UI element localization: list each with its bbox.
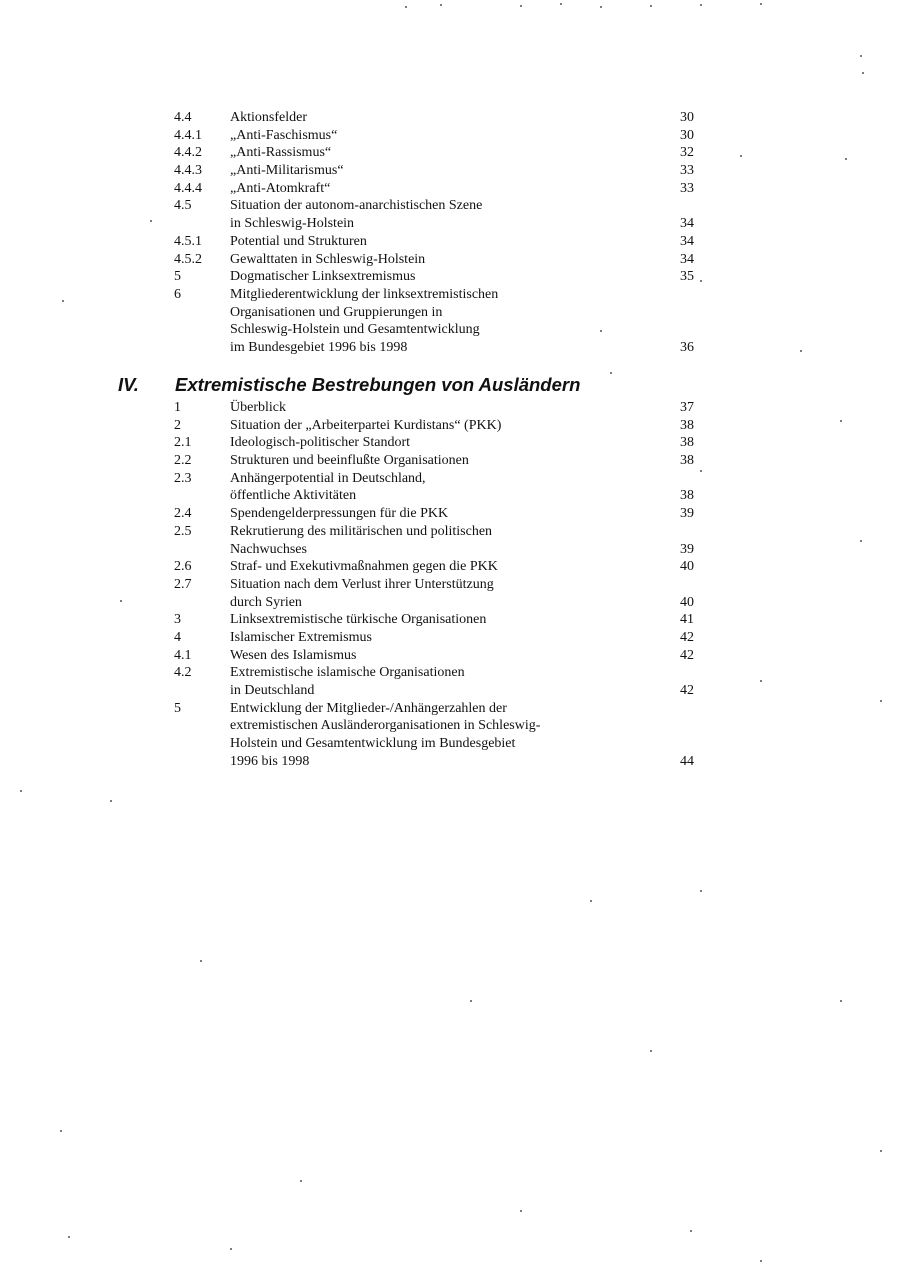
toc-entry (0, 700, 900, 771)
toc-entry (0, 434, 900, 452)
toc-entry (0, 109, 900, 127)
scan-speck (300, 1180, 302, 1182)
toc-entry-title (230, 664, 650, 699)
toc-entry-title-line: Situation nach dem Verlust ihrer Unterstützung (230, 576, 494, 592)
toc-entry (0, 558, 900, 576)
toc-entry-number: 2.3 (174, 470, 192, 486)
scan-speck (845, 158, 847, 160)
toc-entry-title (230, 629, 650, 647)
scan-speck (20, 790, 22, 792)
toc-entry-number: 4.2 (174, 665, 192, 681)
toc-entry-page: 32 (680, 145, 694, 161)
toc-entry-title-line: öffentliche Aktivitäten (230, 488, 357, 504)
toc-entry-number: 4.4 (174, 110, 192, 125)
toc-entry-title (230, 127, 650, 145)
toc-entry-page: 40 (680, 594, 694, 610)
toc-entry-number: 4.4.1 (174, 127, 202, 143)
toc-entry-number: 2.7 (174, 576, 192, 592)
toc-entry (0, 611, 900, 629)
toc-entry-title (230, 162, 650, 180)
toc-entry-title-line: im Bundesgebiet 1996 bis 1998 (230, 340, 408, 355)
toc-entry-title-line: Aktionsfelder (230, 110, 307, 125)
toc-entry-page: 30 (680, 127, 694, 143)
scan-speck (760, 1260, 762, 1262)
scan-speck (520, 5, 522, 7)
scan-speck (840, 420, 842, 422)
toc-entry (0, 180, 900, 198)
scan-speck (440, 4, 442, 6)
toc-entry (0, 417, 900, 435)
toc-entry-title (230, 417, 650, 435)
toc-entry-page: 39 (680, 541, 694, 557)
toc-entry (0, 268, 900, 286)
toc-entry-title (230, 251, 650, 269)
toc-entry-page: 34 (680, 216, 694, 232)
toc-entry-title-line: Wesen des Islamismus (230, 647, 357, 663)
toc-entry-title (230, 144, 650, 162)
toc-entry-title-line: durch Syrien (230, 594, 302, 610)
toc-entry-page: 42 (680, 647, 694, 663)
toc-entry (0, 647, 900, 665)
toc-entry-title (230, 197, 650, 232)
toc-entry-number: 4.5.1 (174, 233, 202, 249)
toc-entry-title (230, 700, 650, 771)
toc-entry-title (230, 523, 650, 558)
scan-speck (590, 900, 592, 902)
toc-entry-title-line: Linksextremistische türkische Organisationen (230, 612, 487, 628)
toc-entry-number: 4.4.4 (174, 180, 202, 196)
toc-entry (0, 629, 900, 647)
toc-entry-title-line: Dogmatischer Linksextremismus (230, 269, 416, 285)
toc-entry-page: 41 (680, 612, 694, 628)
scan-speck (690, 1230, 692, 1232)
toc-entry (0, 505, 900, 523)
scan-speck (110, 800, 112, 802)
toc-entry (0, 233, 900, 251)
toc-entry-number: 2.6 (174, 559, 192, 575)
toc-entry-title-line: Organisationen und Gruppierungen in (230, 304, 443, 320)
toc-entry-title-line: Nachwuchses (230, 541, 307, 557)
toc-entry-number: 2.5 (174, 523, 192, 539)
toc-entry-page: 38 (680, 488, 694, 504)
toc-entry-title-line: „Anti-Militarismus“ (230, 163, 344, 179)
scan-speck (560, 3, 562, 5)
scan-speck (650, 5, 652, 7)
toc-entry-title-line: extremistischen Ausländerorganisationen in Schleswig- (230, 718, 541, 734)
toc-entry-title (230, 576, 650, 611)
scan-speck (200, 960, 202, 962)
toc-entry-number: 1 (174, 400, 181, 415)
scan-speck (862, 72, 864, 74)
toc-entry-title-line: Spendengelderpressungen für die PKK (230, 506, 449, 522)
toc-entry (0, 197, 900, 232)
toc-entry-page: 35 (680, 269, 694, 285)
toc-entry-title-line: Entwicklung der Mitglieder-/Anhängerzahlen der (230, 700, 507, 716)
scan-speck (62, 300, 64, 302)
toc-entry-title-line: Überblick (230, 400, 286, 415)
toc-entry-number: 4.5 (174, 198, 192, 214)
toc-entry (0, 251, 900, 269)
toc-entry-title-line: Holstein und Gesamtentwicklung im Bundesgebiet (230, 736, 516, 752)
toc-entry-page: 33 (680, 180, 694, 196)
toc-entry-title-line: Situation der „Arbeiterpartei Kurdistans“ (PKK) (230, 417, 502, 433)
toc-entry (0, 523, 900, 558)
section-number: IV. (118, 374, 139, 395)
scan-speck (230, 1248, 232, 1250)
toc-entry-title-line: Anhängerpotential in Deutschland, (230, 470, 426, 486)
scan-speck (860, 55, 862, 57)
toc-entry-page: 34 (680, 251, 694, 267)
toc-entry (0, 127, 900, 145)
scan-speck (600, 330, 602, 332)
toc-entry-title-line: Strukturen und beeinflußte Organisationen (230, 453, 469, 469)
toc-entry-title-line: Islamischer Extremismus (230, 629, 372, 645)
toc-entry (0, 286, 900, 357)
toc-entry-page: 38 (680, 417, 694, 433)
scan-speck (840, 1000, 842, 1002)
scan-speck (700, 890, 702, 892)
toc-entry-title-line: Potential und Strukturen (230, 233, 367, 249)
toc-section-continued (0, 109, 900, 357)
toc-entry (0, 470, 900, 505)
toc-entry (0, 664, 900, 699)
toc-entry-title-line: „Anti-Rassismus“ (230, 145, 332, 161)
toc-entry-number: 5 (174, 269, 181, 285)
toc-entry-page: 38 (680, 453, 694, 469)
scan-speck (700, 4, 702, 6)
scan-speck (60, 1130, 62, 1132)
toc-entry-page: 30 (680, 110, 694, 125)
toc-entry-title-line: 1996 bis 1998 (230, 753, 310, 769)
toc-entry-page: 37 (680, 400, 694, 415)
scan-speck (860, 540, 862, 542)
toc-entry-number: 2.4 (174, 506, 192, 522)
toc-entry-title (230, 286, 650, 357)
toc-entry-title (230, 470, 650, 505)
toc-entry-title-line: Ideologisch-politischer Standort (230, 435, 411, 451)
toc-entry-page: 42 (680, 629, 694, 645)
toc-entry-number: 4.5.2 (174, 251, 202, 267)
toc-entry-title (230, 399, 650, 417)
toc-entry-title-line: in Deutschland (230, 683, 315, 699)
scan-speck (700, 470, 702, 472)
toc-entry-title (230, 109, 650, 127)
toc-entry-number: 4 (174, 629, 181, 645)
toc-entry-title (230, 180, 650, 198)
toc-entry-title-line: Mitgliederentwicklung der linksextremistischen (230, 286, 499, 302)
toc-entry-title-line: Rekrutierung des militärischen und politischen (230, 523, 493, 539)
toc-entry-page: 36 (680, 339, 694, 355)
toc-entry-number: 5 (174, 700, 181, 716)
toc-entry (0, 576, 900, 611)
toc-entry-page: 44 (680, 753, 694, 769)
scan-speck (68, 1236, 70, 1238)
toc-entry-title (230, 268, 650, 286)
toc-entry-number: 4.4.3 (174, 163, 202, 179)
scan-speck (470, 1000, 472, 1002)
toc-entry-title-line: Situation der autonom-anarchistischen Szene (230, 198, 483, 214)
toc-entry-title-line: Schleswig-Holstein und Gesamtentwicklung (230, 322, 480, 338)
toc-entry-title (230, 452, 650, 470)
toc-entry-page: 38 (680, 435, 694, 451)
toc-entry-number: 4.1 (174, 647, 192, 663)
toc-entry-page: 34 (680, 233, 694, 249)
scan-speck (150, 220, 152, 222)
scan-speck (760, 680, 762, 682)
scan-speck (520, 1210, 522, 1212)
toc-entry-page: 42 (680, 683, 694, 699)
toc-entry-title-line: „Anti-Atomkraft“ (230, 180, 331, 196)
toc-entry (0, 144, 900, 162)
toc-entry-title (230, 558, 650, 576)
toc-entry-number: 6 (174, 286, 181, 302)
scan-speck (740, 155, 742, 157)
toc-entry-number: 3 (174, 612, 181, 628)
toc-entry-title-line: in Schleswig-Holstein (230, 216, 355, 232)
toc-entry (0, 452, 900, 470)
scan-speck (610, 372, 612, 374)
toc-entry-title (230, 647, 650, 665)
toc-entry-number: 2.1 (174, 435, 192, 451)
scan-speck (800, 350, 802, 352)
scan-speck (120, 600, 122, 602)
scan-speck (600, 6, 602, 8)
scan-speck (880, 1150, 882, 1152)
scan-speck (760, 3, 762, 5)
scan-speck (700, 280, 702, 282)
toc-entry-page: 33 (680, 163, 694, 179)
toc-entry-title (230, 434, 650, 452)
toc-entry-title-line: Extremistische islamische Organisationen (230, 665, 465, 681)
toc-entry-number: 2.2 (174, 453, 192, 469)
toc-entry-page: 39 (680, 506, 694, 522)
scan-speck (405, 6, 407, 8)
toc-entry-title-line: „Anti-Faschismus“ (230, 127, 338, 143)
toc-entry-title (230, 233, 650, 251)
toc-entry-title (230, 505, 650, 523)
toc-entry-number: 4.4.2 (174, 145, 202, 161)
toc-entry-title-line: Straf- und Exekutivmaßnahmen gegen die PKK (230, 559, 498, 575)
toc-section-iv (0, 399, 900, 771)
scan-speck (880, 700, 882, 702)
section-title: Extremistische Bestrebungen von Ausländern (175, 374, 581, 395)
toc-entry (0, 162, 900, 180)
toc-entry-number: 2 (174, 417, 181, 433)
toc-entry-title-line: Gewalttaten in Schleswig-Holstein (230, 251, 426, 267)
toc-entry-title (230, 611, 650, 629)
toc-entry (0, 399, 900, 417)
toc-entry-page: 40 (680, 559, 694, 575)
scan-speck (650, 1050, 652, 1052)
